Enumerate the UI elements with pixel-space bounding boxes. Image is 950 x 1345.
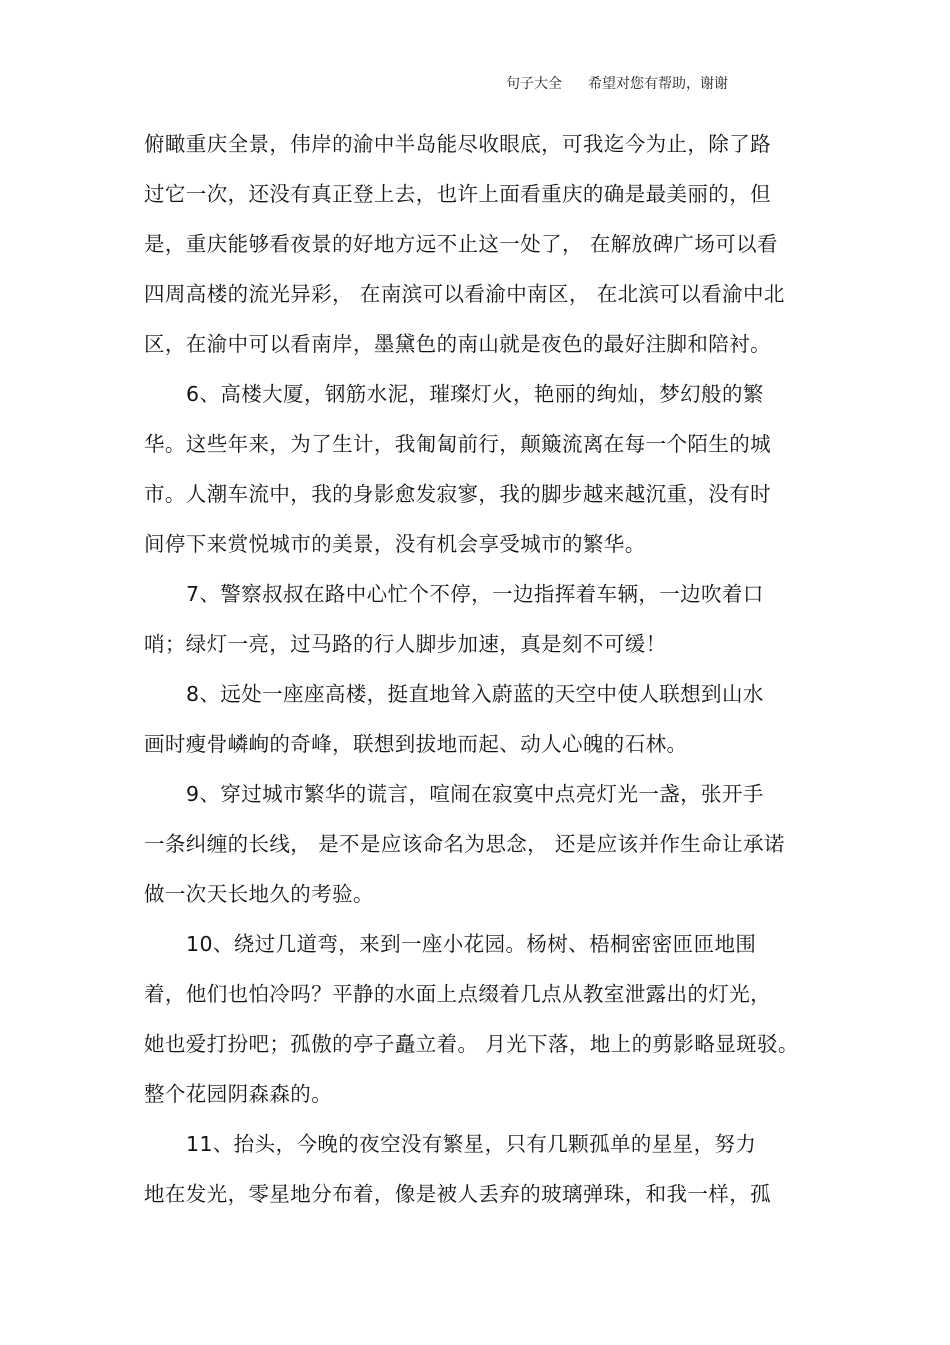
body-line: 间停下来赏悦城市的美景，没有机会享受城市的繁华。 [144,532,646,556]
header-title: 句子大全 [506,76,562,92]
body-line: 区，在渝中可以看南岸，墨黛色的南山就是夜色的最好注脚和陪衬。 [144,332,771,356]
body-line: 整个花园阴森森的。 [144,1082,333,1106]
body-line: 着，他们也怕冷吗？平静的水面上点缀着几点从教室泄露出的灯光， [144,982,771,1006]
body-line: 过它一次，还没有真正登上去，也许上面看重庆的确是最美丽的，但 [144,182,771,206]
body-line: 一条纠缠的长线， 是不是应该命名为思念， 还是应该并作生命让承诺 [144,832,785,856]
paragraph-11-first-line: 11、抬头，今晚的夜空没有繁星，只有几颗孤单的星星，努力 [186,1132,757,1156]
body-line: 做一次天长地久的考验。 [144,882,374,906]
body-line: 地在发光，零星地分布着，像是被人丢弃的玻璃弹珠，和我一样，孤 [144,1182,771,1206]
body-line: 四周高楼的流光异彩， 在南滨可以看渝中南区， 在北滨可以看渝中北 [144,282,785,306]
page-header [506,75,836,93]
body-line: 是，重庆能够看夜景的好地方远不止这一处了， 在解放碑广场可以看 [144,232,778,256]
paragraph-10-first-line: 10、绕过几道弯，来到一座小花园。杨树、梧桐密密匝匝地围 [186,932,757,956]
header-subtitle: 希望对您有帮助，谢谢 [588,76,728,92]
paragraph-6-first-line: 6、高楼大厦，钢筋水泥，璀璨灯火，艳丽的绚灿，梦幻般的繁 [186,382,764,406]
body-line: 俯瞰重庆全景，伟岸的渝中半岛能尽收眼底，可我迄今为止，除了路 [144,132,771,156]
body-line: 华。这些年来，为了生计，我匍匐前行，颠簸流离在每一个陌生的城 [144,432,771,456]
paragraph-9-first-line: 9、穿过城市繁华的谎言，喧闹在寂寞中点亮灯光一盏，张开手 [186,782,764,806]
paragraph-8-first-line: 8、远处一座座高楼，挺直地耸入蔚蓝的天空中使人联想到山水 [186,682,764,706]
body-line: 她也爱打扮吧；孤傲的亭子矗立着。 月光下落，地上的剪影略显斑驳。 [144,1032,799,1056]
body-line: 画时瘦骨嶙峋的奇峰，联想到拔地而起、动人心魄的石林。 [144,732,688,756]
body-line: 哨；绿灯一亮，过马路的行人脚步加速，真是刻不可缓！ [144,632,667,656]
paragraph-7-first-line: 7、警察叔叔在路中心忙个不停，一边指挥着车辆，一边吹着口 [186,582,764,606]
body-line: 市。人潮车流中，我的身影愈发寂寥，我的脚步越来越沉重，没有时 [144,482,771,506]
